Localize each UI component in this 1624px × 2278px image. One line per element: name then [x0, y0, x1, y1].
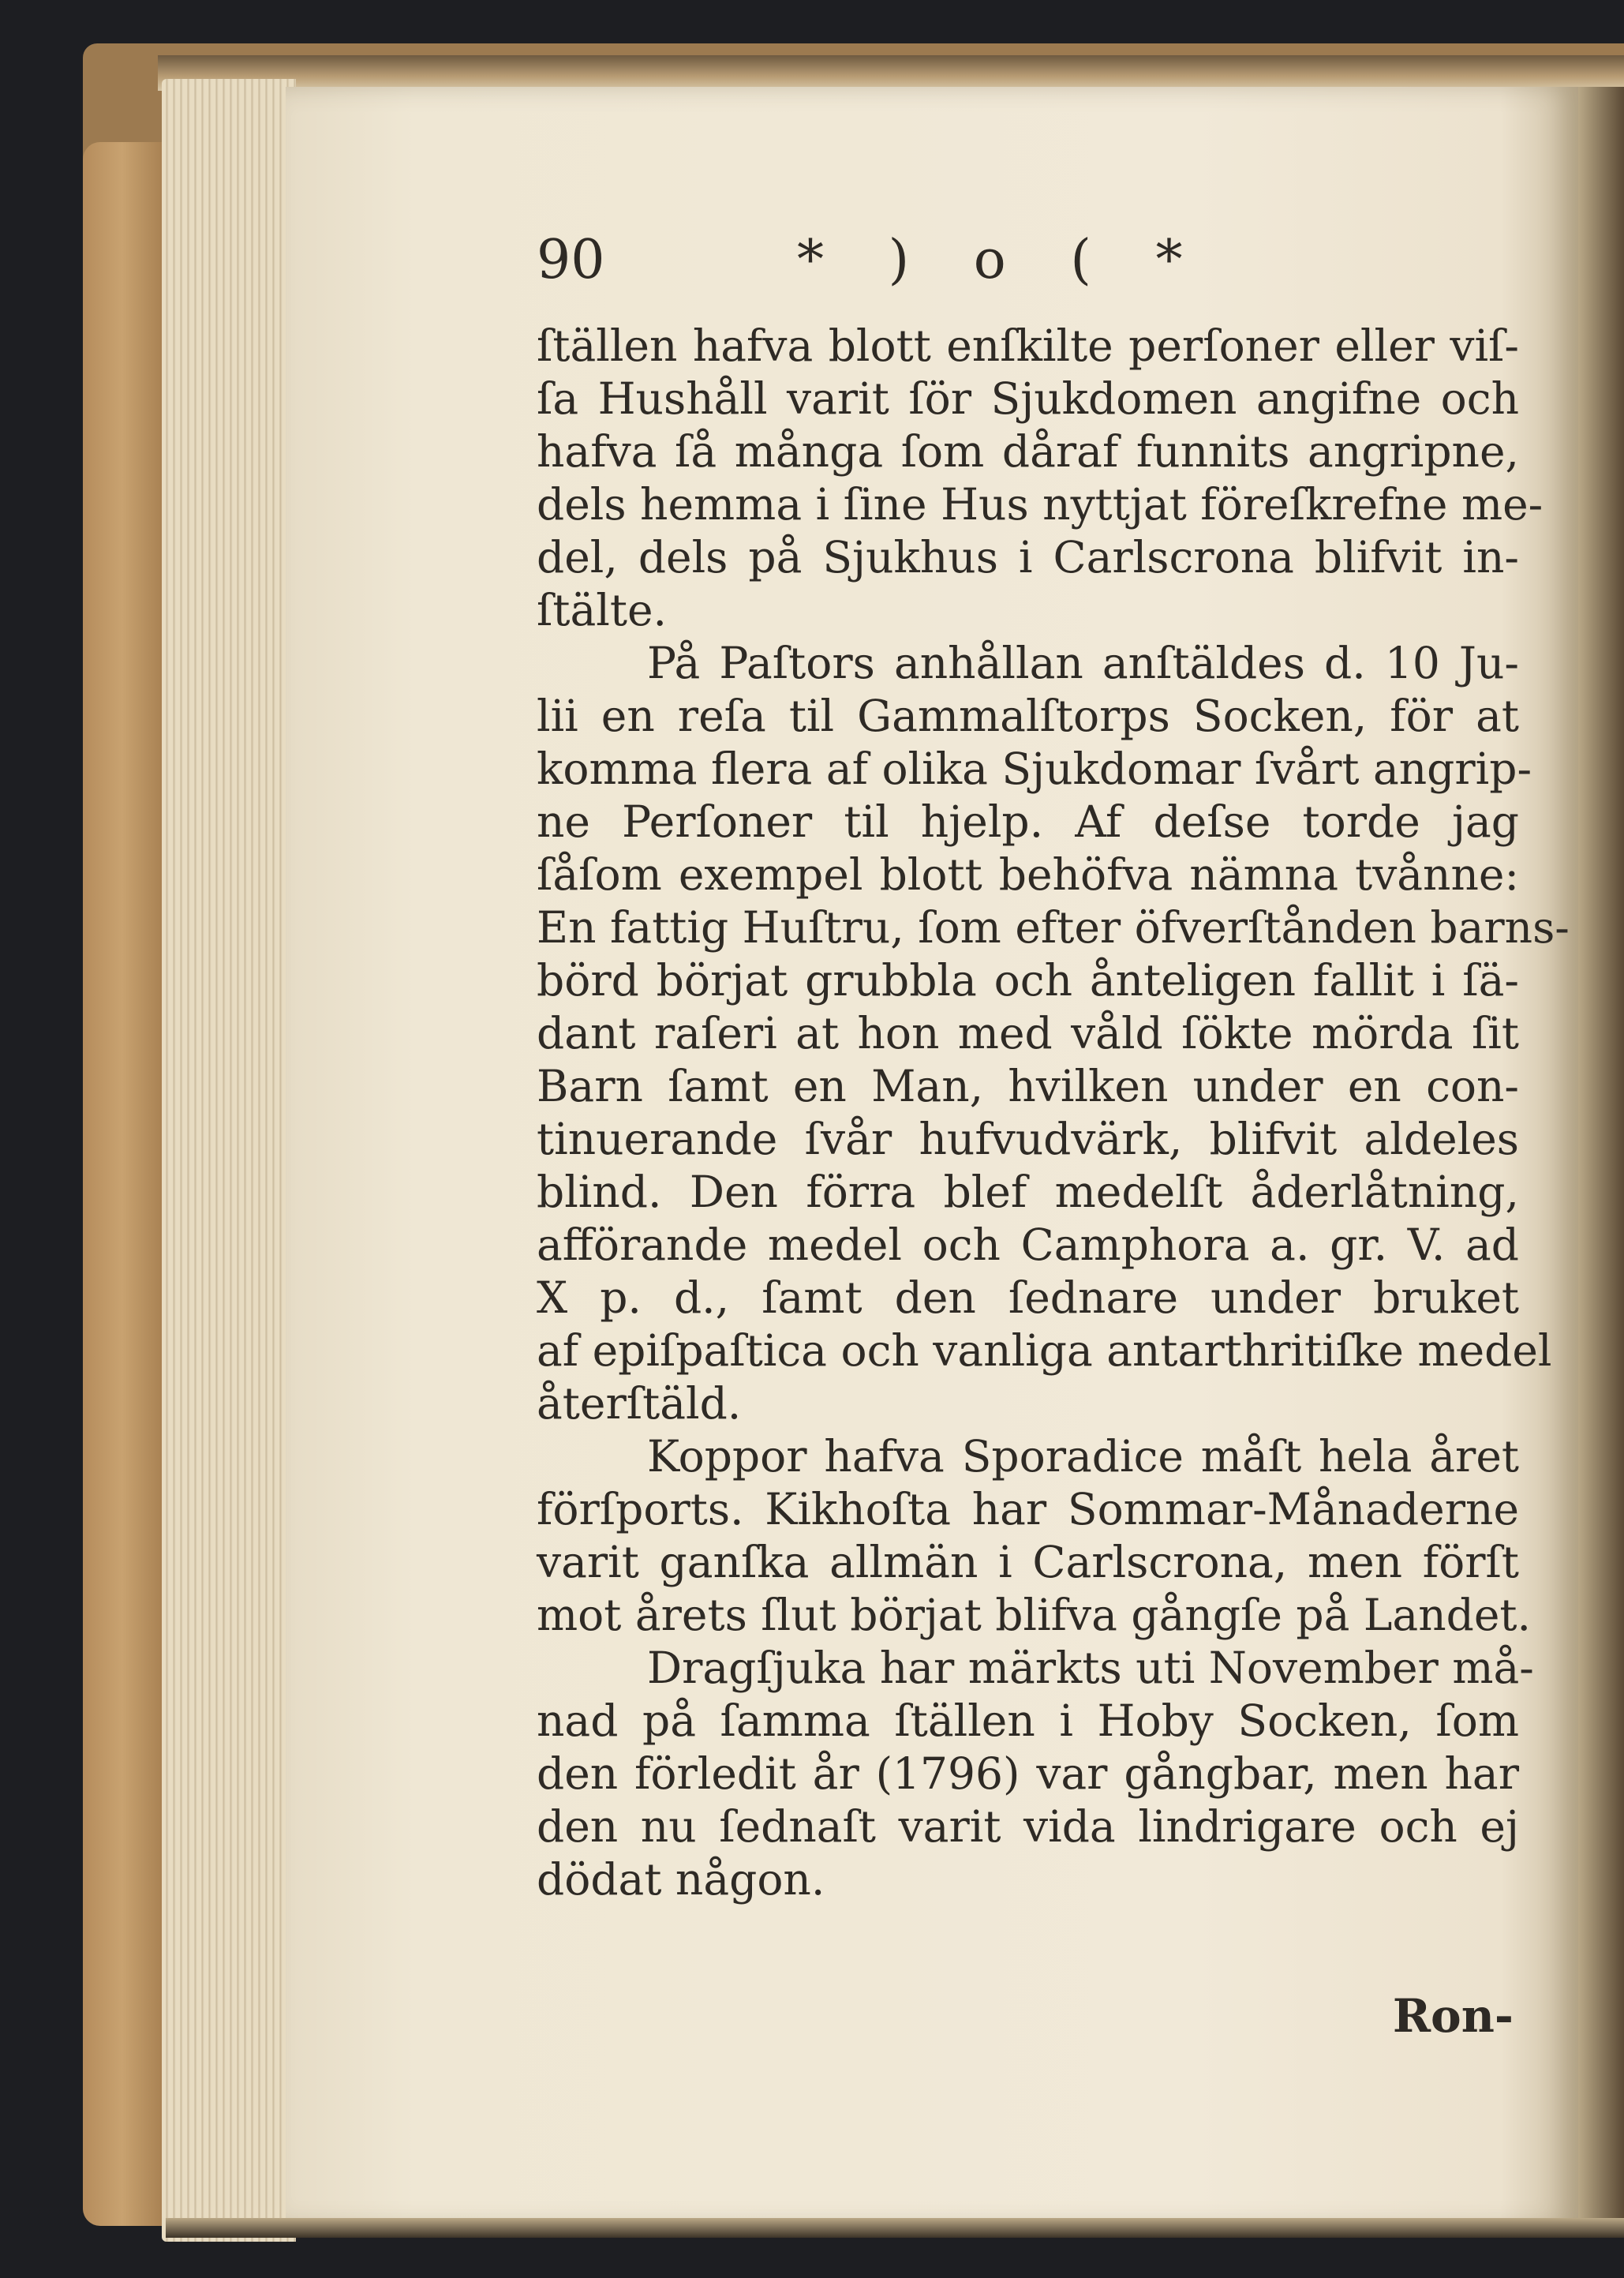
text-line: tinuerande ſvår hufvudvärk, blifvit aldeles: [537, 1114, 1519, 1164]
page-header: [537, 229, 1562, 300]
top-page-edge: [158, 55, 1624, 91]
text-line: förſports. Kikhoſta har Sommar-Månaderne: [537, 1484, 1519, 1534]
text-line: Dragſjuka har märkts uti November må-: [647, 1643, 1534, 1693]
bottom-page-edge: [166, 2218, 1624, 2238]
text-line: blind. Den förra blef medelſt åderlåtning,: [537, 1167, 1519, 1217]
text-line: På Paſtors anhållan anſtäldes d. 10 Ju-: [647, 638, 1519, 688]
text-line: ſa Hushåll varit ſör Sjukdomen angifne och: [537, 373, 1519, 424]
text-line: lii en reſa til Gammalſtorps Socken, för at: [537, 691, 1519, 741]
text-line: X p. d., ſamt den ſednare under bruket: [537, 1272, 1519, 1323]
text-line: den förledit år (1796) var gångbar, men har: [537, 1748, 1519, 1799]
text-line: ſtälte.: [537, 585, 667, 635]
text-line: mot årets ſlut börjat blifva gångſe på Landet.: [537, 1590, 1531, 1640]
text-line: varit ganſka allmän i Carlscrona, men förſt: [537, 1537, 1519, 1587]
text-line: Barn ſamt en Man, hvilken under en con-: [537, 1061, 1519, 1111]
text-line: den nu ſednaſt varit vida lindrigare och ej: [537, 1801, 1519, 1852]
text-line: komma flera af olika Sjukdomar ſvårt angrip-: [537, 744, 1532, 794]
leather-spine: [83, 142, 170, 2226]
text-line: nad på ſamma ſtällen i Hoby Socken, ſom: [537, 1695, 1519, 1746]
page-number: 90: [537, 229, 605, 291]
text-line: af epiſpaſtica och vanliga antarthritiſke medel: [537, 1325, 1552, 1376]
text-line: ne Perſoner til hjelp. Af deſse torde jag: [537, 796, 1519, 847]
text-line: hafva ſå många ſom dåraf funnits angripne,: [537, 426, 1519, 477]
text-line: dant raſeri at hon med våld ſökte mörda ſit: [537, 1008, 1519, 1058]
body-text: [537, 320, 1570, 1906]
text-line: dödat någon.: [537, 1854, 825, 1905]
text-line: ſtällen hafva blott enſkilte perſoner eller viſ-: [537, 320, 1519, 371]
text-line: dels hemma i ſine Hus nyttjat föreſkrefne me-: [537, 479, 1544, 530]
text-line: En fattig Huſtru, ſom efter öfverſtånden barns-: [537, 902, 1570, 953]
text-line: ſåſom exempel blott behöfva nämna tvånne:: [537, 849, 1519, 900]
header-ornament: * ) o ( *: [797, 229, 1207, 291]
page-edges: [162, 79, 296, 2242]
text-line: börd börjat grubbla och ånteligen fallit i ſä-: [537, 955, 1519, 1006]
text-line: Koppor hafva Sporadice måſt hela året: [647, 1431, 1519, 1482]
text-line: afförande medel och Camphora a. gr. V. ad: [537, 1220, 1519, 1270]
catchword: Ron-: [1392, 1989, 1514, 2043]
text-line: del, dels på Sjukhus i Carlscrona blifvit in-: [537, 532, 1519, 583]
gutter-shadow: [1578, 87, 1624, 2226]
text-line: återſtäld.: [537, 1378, 742, 1429]
